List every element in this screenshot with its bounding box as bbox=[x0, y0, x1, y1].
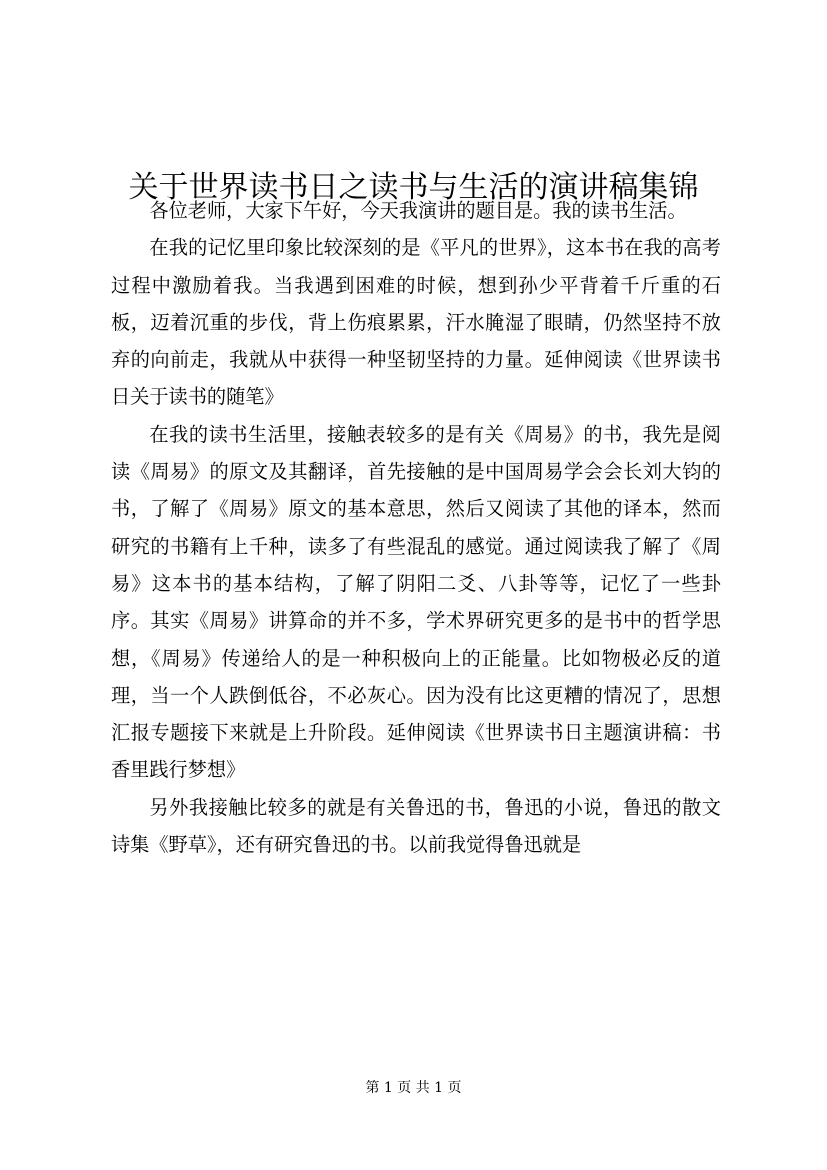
document-title: 关于世界读书日之读书与生活的演讲稿集锦 bbox=[128, 170, 699, 206]
paragraph-4: 另外我接触比较多的就是有关鲁迅的书，鲁迅的小说，鲁迅的散文诗集《野草》，还有研究鲁迅的书。以前我觉得鲁迅就是 bbox=[111, 795, 721, 857]
document-body bbox=[111, 192, 721, 863]
paragraph-2: 在我的记忆里印象比较深刻的是《平凡的世界》，这本书在我的高考过程中激励着我。当我遇到困难的时候，想到孙少平背着千斤重的石板，迈着沉重的步伐，背上伤痕累累，汗水腌湿了眼睛，仍然坚持不放弃的向前走，我就从中获得一种坚韧坚持的力量。延伸阅读《世界读书日关于读书的随笔》 bbox=[111, 236, 721, 409]
paragraph-3: 在我的读书生活里，接触表较多的是有关《周易》的书，我先是阅读《周易》的原文及其翻译，首先接触的是中国周易学会会长刘大钧的书，了解了《周易》原文的基本意思，然后又阅读了其他的译本，然而研究的书籍有上千种，读多了有些混乱的感觉。通过阅读我了解了《周易》这本书的基本结构，了解了阴阳二爻、八卦等等，记忆了一些卦序。其实《周易》讲算命的并不多，学术界研究更多的是书中的哲学思想，《周易》传递给人的是一种积极向上的正能量。比如物极必反的道理，当一个人跌倒低谷，不必灰心。因为没有比这更糟的情况了，思想汇报专题接下来就是上升阶段。延伸阅读《世界读书日主题演讲稿：书香里践行梦想》 bbox=[111, 422, 721, 782]
page-footer: 第 1 页 共 1 页 bbox=[365, 1080, 462, 1096]
paragraph-1: 各位老师，大家下午好，今天我演讲的题目是。我的读书生活。 bbox=[149, 199, 687, 222]
